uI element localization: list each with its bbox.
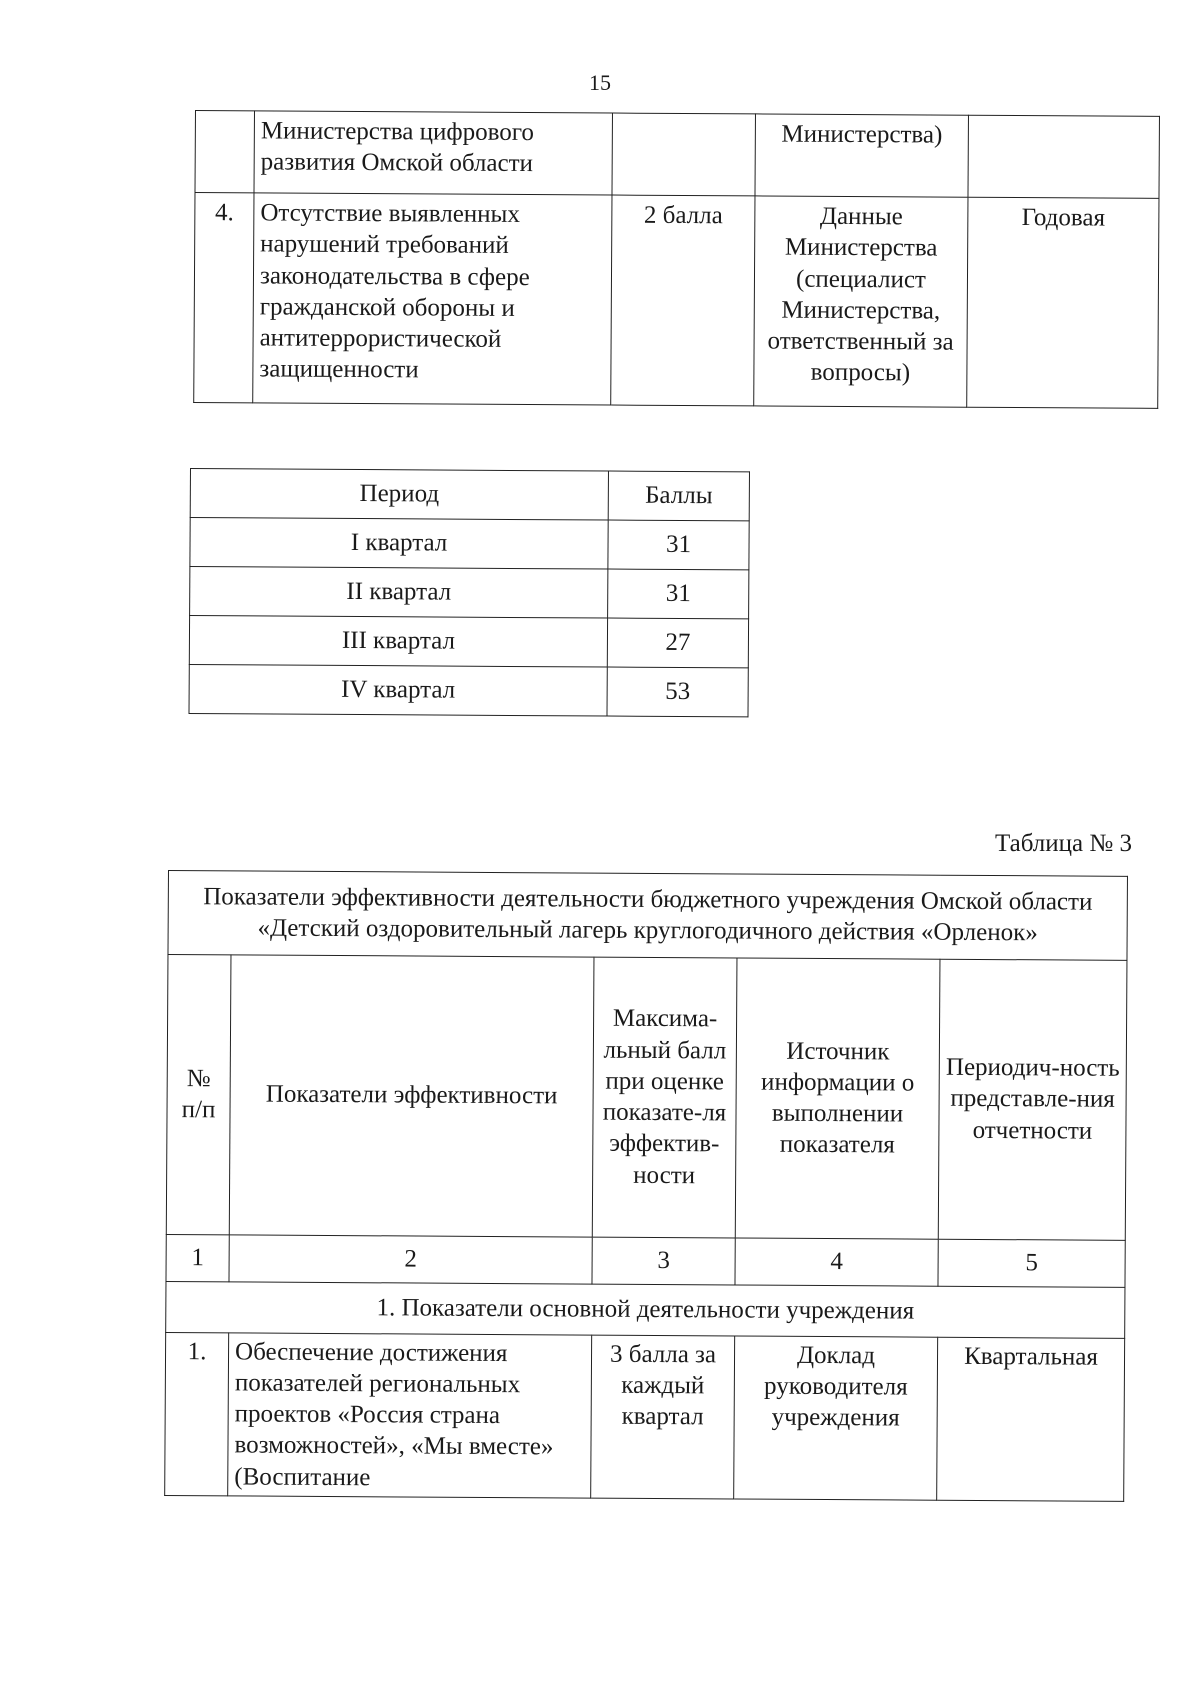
indicator-source: Министерства) [755, 114, 968, 197]
column-number: 5 [938, 1239, 1125, 1287]
column-number-row [166, 1234, 1125, 1287]
header-period: Период [190, 469, 608, 521]
column-number: 2 [229, 1234, 592, 1283]
column-number: 1 [166, 1234, 229, 1281]
score-cell: 31 [608, 569, 749, 619]
period-cell: IV квартал [189, 664, 607, 716]
table-title: Показатели эффективности деятельности бюджетного учреждения Омской области «Детский оздоровительный лагерь круглогодичного действия «Орленок» [168, 871, 1127, 960]
header-indicator: Показатели эффективности [229, 954, 594, 1236]
header-number: № п/п [166, 954, 231, 1234]
table-row [194, 193, 1159, 409]
efficiency-indicators-table [164, 870, 1128, 1502]
period-scores-table [188, 468, 749, 717]
indicator-name: Министерства цифрового развития Омской области [254, 111, 612, 195]
page-number: 15 [589, 70, 611, 95]
table-row [189, 664, 748, 716]
indicator-period: Квартальная [937, 1337, 1125, 1501]
section-row [166, 1281, 1125, 1338]
header-source: Источник информации о выполнении показателя [735, 957, 940, 1238]
indicator-source: Доклад руководителя учреждения [734, 1335, 938, 1499]
header-score: Баллы [608, 471, 749, 521]
period-cell: I квартал [190, 518, 608, 570]
row-number [195, 111, 254, 193]
column-number: 3 [592, 1237, 735, 1285]
indicator-score: 3 балла за каждый квартал [591, 1335, 735, 1499]
indicator-name: Обеспечение достижения показателей региональных проектов «Россия страна возможностей», «Мы вместе» (Воспитание [228, 1332, 592, 1497]
indicator-period: Годовая [967, 197, 1159, 408]
column-number: 4 [735, 1237, 938, 1285]
period-cell: III квартал [189, 616, 607, 668]
period-cell: II квартал [190, 567, 608, 619]
indicator-name: Отсутствие выявленных нарушений требований законодательства в сфере гражданской обороны и антитеррористической защищенности [253, 193, 612, 405]
indicator-source: Данные Министерства (специалист Министерства, ответственный за вопросы) [754, 196, 968, 407]
row-number: 1. [165, 1332, 229, 1496]
table-caption: Таблица № 3 [994, 830, 1132, 857]
table-title-row [168, 871, 1127, 960]
section-title: 1. Показатели основной деятельности учреждения [166, 1281, 1125, 1338]
indicator-period [968, 115, 1159, 198]
score-cell: 27 [607, 618, 748, 668]
score-cell: 31 [608, 520, 749, 570]
table-header-row [166, 954, 1127, 1240]
table-row [190, 567, 749, 619]
table-row [190, 518, 749, 570]
score-cell: 53 [607, 667, 748, 717]
table-header-row [190, 469, 749, 521]
table-row [195, 111, 1159, 199]
criteria-table-continuation [193, 110, 1160, 409]
table-row [189, 616, 748, 668]
indicator-score [612, 113, 755, 196]
table-row [165, 1332, 1125, 1501]
row-number: 4. [194, 193, 254, 403]
header-max-score: Максима-льный балл при оценке показате-ля эффектив-ности [592, 957, 737, 1238]
indicator-score: 2 балла [611, 195, 755, 406]
header-period: Периодич-ность представле-ния отчетности [938, 959, 1127, 1240]
